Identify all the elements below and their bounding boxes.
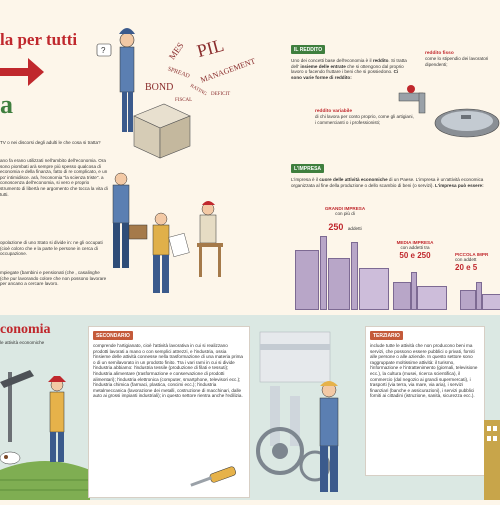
reddito-panel [285, 43, 500, 155]
impresa-text-bold: cuore delle attività economiche [319, 177, 388, 182]
piccola-impresa-label [455, 252, 500, 272]
terziario-text: include tutte le attività che non producono beni ma servizi, che possono essere pubblici o privati, forniti alle persone o alle aziende. In questo settore sono raggruppate moltissime attività: il turismo, l'informazione e l'intrattenimento (giornali, televisione ecc.), la cultura (musei, ricerca scientifica), il commercio (dal negozio ai grandi supermercati), i trasporti (via terra, via mare, via aria), i servizi finanziari (banche e assicurazioni), i servizi pubblici forniti ai cittadini (istruzione, sanità, sicurezza ecc.). [370, 343, 478, 399]
piccola-impresa-buildings [460, 280, 500, 310]
impresa-intro [291, 177, 496, 188]
piccola-sub: con addett [455, 257, 477, 262]
word-spread: SPREAD [166, 66, 191, 80]
economia-sub: le attività economiche [0, 340, 45, 345]
reddito-fisso-text: come lo stipendio dei lavoratori dipendenti; [425, 56, 489, 67]
word-fiscal: FISCAL [175, 98, 193, 103]
terziario-panel [365, 326, 485, 476]
word-management: MANAGEMENT [199, 56, 257, 85]
section-heading-left: a [0, 90, 13, 119]
grande-sub: con più di [335, 211, 355, 216]
grande-label: GRANDI IMPRESA [324, 206, 366, 211]
secondario-tag: SECONDARIO [93, 331, 133, 340]
terziario-tag: TERZIARIO [370, 331, 403, 340]
impresa-panel [285, 160, 500, 310]
illustration-factory-worker [250, 326, 365, 505]
word-cloud [145, 34, 257, 118]
word-bond: BOND [145, 82, 174, 93]
piccola-label: PICCOLA IMPR [455, 252, 489, 257]
reddito-variabile-label: reddito variabile [315, 109, 353, 114]
arrow-icon [0, 58, 48, 93]
reddito-fisso-label: reddito fisso [425, 51, 454, 56]
illustration-people [105, 165, 245, 305]
reddito-intro-bold: reddito [372, 58, 389, 63]
word-mes: MES [166, 40, 186, 62]
economia-heading: conomia [0, 322, 51, 337]
grande-num: 250 [328, 221, 344, 232]
reddito-fisso-box [425, 51, 489, 67]
word-deficit: DEFICIT [211, 92, 231, 97]
secondario-text: comprende l'artigianato, cioè l'attività lavorativa in cui si realizzano prodotti lavorati a mano o con semplici attrezzi, e l'industria, ossia l'insieme delle attività connesse nella trasformazione di una materia prima o di un semilavorato in un prodotto finito. Tra i vari rami in cui si divide l'industria abbiamo: l'industria tessile (produzione di filati e tessuti); l'industria alimentare (trasformazione e conservazione di prodotti alimentari); l'industria elettronica (computer, smartphone, televisori ecc.); l'industria chimica (farmaci, plastica, concimi ecc.); l'industria metalmeccanica (lavorazione dei metalli, costruzione di macchinari, dalle auto ai grossi impianti industriali); in questo settore rientra anche l'edilizia. [93, 343, 243, 399]
impresa-text-bold2: L'impresa può essere: [435, 182, 484, 188]
screwdriver-icon [190, 460, 250, 500]
media-num: 50 e 250 [399, 250, 431, 260]
left-paragraph-3: opolazione di uno Stato si divide in: ne gli occupati (cioè coloro che e la parte le persone in cerca di occupazione. [0, 240, 103, 257]
illustration-farm [0, 352, 90, 505]
reddito-variabile-text: di chi lavora per conto proprio, come gli artigiani, i commercianti o i professionisti; [315, 114, 414, 125]
grande-unit: addetti [347, 225, 362, 231]
word-rating: RATING [188, 83, 208, 98]
impresa-tag: L'IMPRESA [291, 164, 324, 173]
illustration-office-building [484, 420, 500, 505]
grande-impresa-label [315, 206, 375, 235]
illustration-faucet [393, 83, 433, 128]
reddito-intro-2: . Si tratta dell' [291, 58, 407, 69]
reddito-intro [291, 58, 409, 80]
left-paragraph-2: ano fa erano utilizzati nell'ambito dell'economia. Ora sono piombati arà sempre più spesso qualcosa di economia e della finanza, fatto di re complicato, e un po' intimidisce. arà, l'economia "la scienza triste". a conoscenza dell'economia, si vero e proprio strumento di libertà ne argomento che tocca la vita di tutti. [0, 158, 108, 197]
media-sub: con addetti tra [400, 245, 430, 250]
grande-impresa-buildings [295, 235, 390, 310]
piccola-num: 20 e 5 [455, 262, 478, 272]
left-paragraph-1: TV o nei discorsi degli adulti le che cosa si tratta? [0, 140, 101, 145]
media-impresa-buildings [393, 270, 448, 310]
left-paragraph-4: mpiegate (bambini e pensionati (che , casalinghe (che pur lavorando colore che non possono lavorare per ancano a cercare lavoro. [0, 270, 107, 287]
impresa-text-1: L'impresa è il [291, 177, 318, 182]
reddito-intro-1: Uno dei concetti base dell'economia è il [291, 58, 372, 63]
media-impresa-label [390, 240, 440, 260]
reddito-intro-bold2: insieme delle entrate [300, 63, 346, 69]
word-pil: PIL [194, 34, 226, 62]
reddito-tag: IL REDDITO [291, 45, 325, 54]
media-label: MEDIA IMPRESA [396, 240, 434, 245]
page-title: la per tutti [0, 30, 78, 49]
reddito-intro-3: che si ottengono dal proprio lavoro o facendo fruttare i beni che si possiedono. [291, 63, 404, 75]
impresa-text-2: di un Paese. L'impresa è un'attività economica organizzata al fine della produzione o dello scambio di beni (o servizi). [291, 177, 484, 188]
reddito-intro-bold3: Ci sono varie forme di reddito: [291, 69, 399, 80]
illustration-basin [433, 103, 500, 152]
svg-text:?: ? [101, 46, 106, 55]
